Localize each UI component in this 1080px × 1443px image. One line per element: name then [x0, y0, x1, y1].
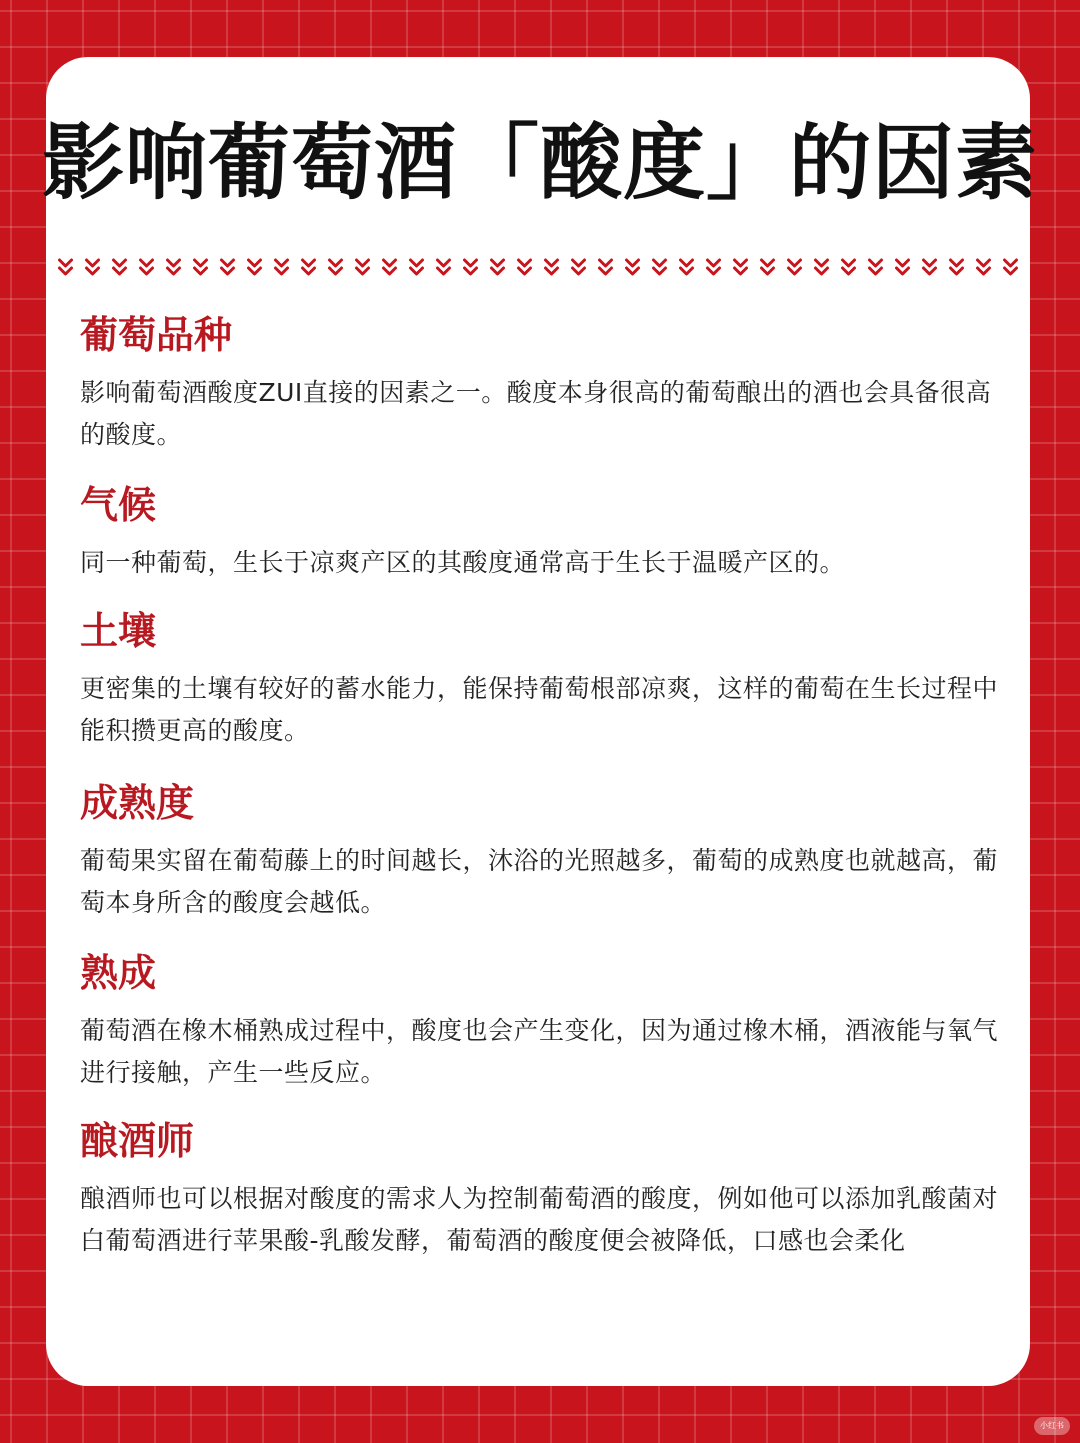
chevron-down-icon	[114, 260, 126, 274]
chevron-down-icon	[357, 260, 369, 274]
section-soil	[80, 606, 1010, 752]
chevron-down-icon	[1005, 260, 1017, 274]
section-text: 酿酒师也可以根据对酸度的需求人为控制葡萄酒的酸度，例如他可以添加乳酸菌对白葡萄酒进行苹果酸-乳酸发酵，葡萄酒的酸度便会被降低，口感也会柔化	[80, 1184, 999, 1255]
chevron-down-icon	[897, 260, 909, 274]
section-heading: 成熟度	[80, 781, 195, 825]
section-text: 葡萄果实留在葡萄藤上的时间越长，沐浴的光照越多，葡萄的成熟度也就越高，葡萄本身所含的酸度会越低。	[80, 846, 999, 917]
chevron-down-icon	[519, 260, 531, 274]
chevron-down-icon	[465, 260, 477, 274]
chevron-down-icon	[573, 260, 585, 274]
section-heading: 葡萄品种	[80, 313, 233, 357]
chevron-down-icon	[708, 260, 720, 274]
section-heading: 熟成	[80, 951, 157, 995]
chevron-down-icon	[249, 260, 261, 274]
section-climate	[80, 480, 1010, 584]
chevron-down-icon	[330, 260, 342, 274]
section-text: 葡萄酒在橡木桶熟成过程中，酸度也会产生变化，因为通过橡木桶，酒液能与氧气进行接触，产生一些反应。	[80, 1016, 999, 1087]
chevron-down-icon	[222, 260, 234, 274]
section-winemaker	[80, 1116, 1010, 1262]
chevron-down-icon	[87, 260, 99, 274]
section-text: 同一种葡萄，生长于凉爽产区的其酸度通常高于生长于温暖产区的。	[80, 548, 846, 577]
chevron-down-icon	[411, 260, 423, 274]
chevron-down-icon	[681, 260, 693, 274]
chevron-down-icon	[843, 260, 855, 274]
chevron-down-icon	[60, 260, 72, 274]
chevron-down-icon	[141, 260, 153, 274]
chevron-down-icon	[789, 260, 801, 274]
chevron-down-icon	[195, 260, 207, 274]
chevron-down-icon	[978, 260, 990, 274]
chevron-down-icon	[654, 260, 666, 274]
chevron-down-icon	[384, 260, 396, 274]
chevron-down-icon	[168, 260, 180, 274]
section-text: 更密集的土壤有较好的蓄水能力，能保持葡萄根部凉爽，这样的葡萄在生长过程中能积攒更高的酸度。	[80, 674, 999, 745]
section-grape-variety	[80, 310, 1010, 456]
chevron-down-icon	[735, 260, 747, 274]
section-heading: 气候	[80, 483, 157, 527]
chevron-down-icon	[492, 260, 504, 274]
chevron-down-icon	[924, 260, 936, 274]
watermark: 小红书	[1034, 1417, 1070, 1435]
section-text: 影响葡萄酒酸度ZUI直接的因素之一。酸度本身很高的葡萄酿出的酒也会具备很高的酸度。	[80, 378, 992, 449]
chevron-down-icon	[627, 260, 639, 274]
chevron-down-icon	[816, 260, 828, 274]
chevron-down-icon	[870, 260, 882, 274]
chevron-down-icon	[762, 260, 774, 274]
chevron-down-icon	[600, 260, 612, 274]
chevron-down-icon	[276, 260, 288, 274]
chevron-down-icon	[303, 260, 315, 274]
chevron-down-icon	[438, 260, 450, 274]
chevron-down-icon	[951, 260, 963, 274]
page-title: 影响葡萄酒「酸度」的因素	[41, 115, 1038, 211]
chevron-divider	[52, 254, 1024, 286]
section-aging	[80, 948, 1010, 1094]
section-heading: 土壤	[80, 609, 157, 653]
section-heading: 酿酒师	[80, 1119, 195, 1163]
chevron-down-icon	[546, 260, 558, 274]
section-ripeness	[80, 778, 1010, 924]
